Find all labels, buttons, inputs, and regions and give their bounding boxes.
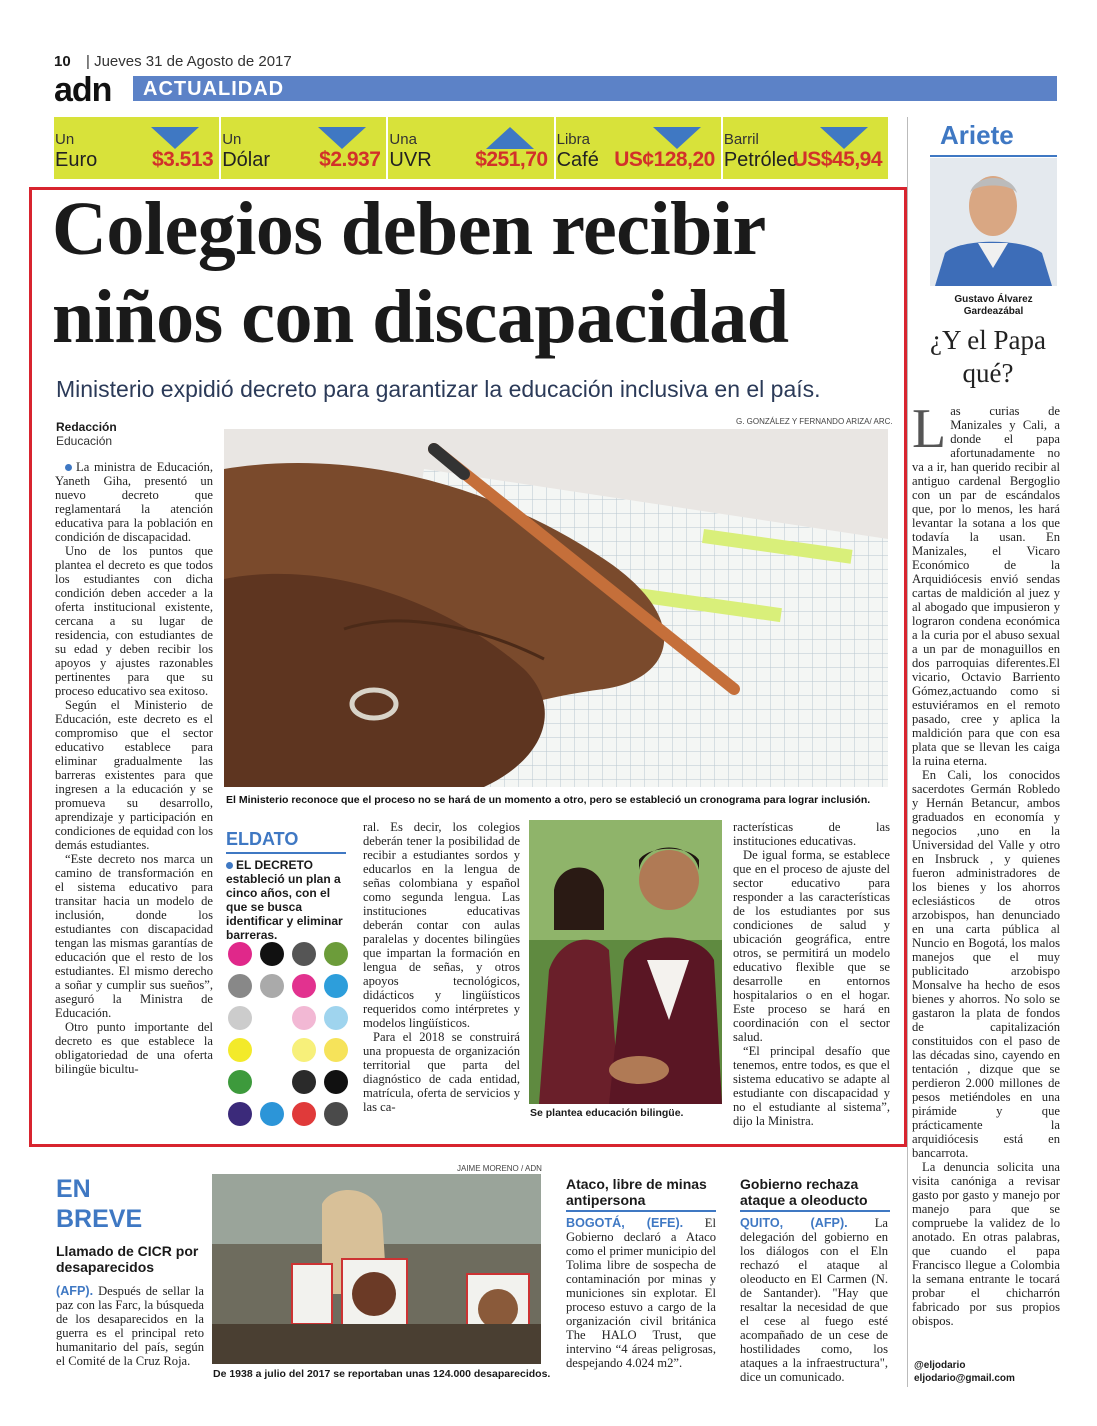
paragraph: La denuncia solicita una visita canóniga a revisar gasto por gasto y manejo por manejo para que se compruebe la validez de lo anotado. En otras palabras, que cuando el papa Francisco llegue a Colombia la semana entrante le tocará probar el chicharrón fabricado por sus propios obispos.: [912, 1160, 1060, 1328]
indicator-label: UVR: [389, 149, 432, 171]
down-arrow-icon: [820, 127, 868, 149]
bullet-icon: [226, 862, 233, 869]
adn-logo: adn: [54, 71, 112, 109]
paragraph: La ministra de Educación, Yaneth Giha, presentó un nuevo decreto que reglamentará la atención educativa para la población en condición de discapacidad.: [55, 460, 213, 544]
ataco-rule: [566, 1210, 716, 1212]
hero-photo-caption: El Ministerio reconoce que el proceso no se hará de un momento a otro, pero se estableció un cronograma para lograr inclusión.: [226, 794, 871, 806]
article-column-3: [363, 820, 520, 1114]
up-arrow-icon: [486, 127, 534, 149]
oleoducto-rule: [740, 1210, 890, 1212]
students-photo-caption: Se plantea educación bilingüe.: [530, 1107, 684, 1119]
photo-credit: G. GONZÁLEZ Y FERNANDO ARIZA/ ARC.: [736, 417, 893, 426]
section-bar: [133, 76, 1057, 101]
paragraph: Para el 2018 se construirá una propuesta de organización territorial que parta del diagnóstico de cada entidad, matrícula, oferta de servicios y las ca-: [363, 1030, 520, 1114]
indicator-value: $3.513: [151, 148, 214, 171]
author-name: Gustavo Álvarez Gardeazábal: [954, 294, 1033, 317]
indicator-euro: [54, 117, 221, 179]
author-portrait: [930, 158, 1057, 286]
students-illustration: [529, 820, 722, 1104]
paragraph: [912, 398, 1060, 768]
article-headline: Colegios deben recibir niños con discapacidad: [52, 187, 789, 359]
first-paragraph-text: as curias de Manizales y Cali, a donde el papa afortunadamente no va a ir, han querido recibir al antiguo cardenal Bergoglio con un par de escándalos que, por lo menos, les hará levantar la sotana a los que todavía la usan. En Manizales, el Vicaro Económico de la Arquidiócesis envió sendas cartas de maldición al juez y al abogado que impusieron y lograron condena económica a la curia por el abuso sexual a un par de monaguillos en dos parroquias diferentes.El vicario, Octavio Barriento Gómez,actuando como si estuviéramos en el remoto pasado, cree y aplica la maldición para que con esa plata que se llevan les caiga la ruina eterna.: [912, 404, 1060, 768]
column-title: ¿Y el Papa qué?: [930, 325, 1046, 388]
cicr-text: Después de sellar la paz con las Farc, la búsqueda de los desaparecidos en la guerra es el principal reto humanitario del país, según el Comité de la Cruz Roja.: [56, 1284, 204, 1368]
sidebar-divider: [907, 117, 908, 1387]
indicator-petroleo: [723, 117, 888, 179]
desaparecidos-photo: [212, 1174, 541, 1364]
ataco-text: El Gobierno declaró a Ataco como el primer municipio del Tolima libre de sospecha de contaminación por minas y municiones sin explotar. El proceso estuvo a cargo de la organización civil británica The HALO Trust, que intervino “4 áreas peligrosas, despejando 4.024 m2”.: [566, 1216, 716, 1370]
indicator-label: Petróleo: [723, 149, 799, 171]
paragraph: Uno de los puntos que plantea el decreto es que todos los estudiantes con dicha condición deben acceder a la oferta institucional existente, cercana a su lugar de residencia, con estudiantes de su edad y deben recibir los apoyos y ajustes razonables pertinentes para que su proceso educativo sea exitoso.: [55, 544, 213, 698]
el-dato-title: ELDATO: [226, 829, 299, 849]
opinion-column: [912, 398, 1060, 1328]
paragraph: racterísticas de las instituciones educativas.: [733, 820, 890, 848]
oleoducto-body: [740, 1216, 888, 1384]
el-dato-text: [226, 858, 348, 942]
dropcap: L: [912, 398, 947, 460]
el-dato-rule: [226, 852, 346, 854]
cicr-tag: (AFP).: [56, 1284, 94, 1298]
ataco-headline: Ataco, libre de minas antipersona: [566, 1176, 707, 1208]
desaparecidos-illustration: [212, 1174, 541, 1364]
page-number: 10: [54, 53, 71, 70]
ataco-tag: BOGOTÁ, (EFE).: [566, 1216, 684, 1230]
indicator-label-top: Una: [389, 131, 417, 148]
bottom-photo-credit: JAIME MORENO / ADN: [457, 1164, 542, 1173]
market-indicators: [54, 117, 888, 179]
en-breve-line1: EN: [56, 1175, 91, 1203]
cicr-body: [56, 1284, 204, 1368]
indicator-dolar: [221, 117, 388, 179]
en-breve-title: [56, 1174, 142, 1234]
oleoducto-headline: Gobierno rechaza ataque a oleoducto: [740, 1176, 868, 1208]
paragraph: “El principal desafío que tenemos, entre todos, es que el sistema educativo se adapte al estudiante con discapacidad y no el estudiante al sistema”, dijo la Ministra.: [733, 1044, 890, 1128]
indicator-value: US¢128,20: [614, 148, 715, 171]
indicator-label: Euro: [55, 149, 98, 171]
indicator-label-top: Un: [55, 131, 75, 148]
page-date: | Jueves 31 de Agosto de 2017: [86, 53, 292, 70]
article-byline-section: Educación: [56, 434, 113, 448]
article-subtitle: Ministerio expidió decreto para garantizar la educación inclusiva en el país.: [56, 376, 821, 402]
indicator-value: $2.937: [319, 148, 381, 171]
indicator-label: Café: [556, 149, 599, 171]
indicator-label-top: Un: [222, 131, 242, 148]
en-breve-line2: BREVE: [56, 1205, 143, 1233]
hands-illustration: [224, 429, 888, 787]
article-column-1: [55, 460, 213, 1076]
paragraph: “Este decreto nos marca un camino de transformación en el sistema educativo para transitar hacia un modelo de inclusión, donde los estudiantes con discapacidad tengan las mismas garantías de educación que el resto de los estudiantes. El mismo derecho a soñar y cumplir sus sueños”, aseguró la Ministra de Educación.: [55, 852, 213, 1020]
indicator-label-top: Libra: [556, 131, 590, 148]
paragraph: Otro punto importante del decreto es que establece la obligatoriedad de una oferta bilingüe bicultu-: [55, 1020, 213, 1076]
ariete-label: Ariete: [940, 120, 1014, 150]
author-email: eljodario@gmail.com: [914, 1373, 1015, 1384]
cicr-headline: Llamado de CICR por desaparecidos: [56, 1243, 199, 1275]
author-photo: [930, 158, 1057, 286]
indicator-uvr: [388, 117, 555, 179]
students-photo: [529, 820, 722, 1104]
paragraph: En Cali, los conocidos sacerdotes Germán Robledo y Hernán Betancur, ambos graduados en economía y negocios ,uno en la Universidad del Valle y otro en Insbruck , y quienes fueron administradores de los bienes y los ahorros eclesiásticos de otros arzobispos, han denunciado en una carta pública al Nuncio en Bogotá, los malos manejos que el muy publicitado arzobispo Monsalve ha hecho de esos bienes y ahorros. No solo se gastaron la plata de fondos de capitalización constituidos con el paso de las décadas sino, cayendo en tentación , dizque que se perdieron 2.000 millones de pesos metiéndoles en una pirámide y que prácticamente la arquidiócesis está en bancarrota.: [912, 768, 1060, 1160]
down-arrow-icon: [151, 127, 199, 149]
el-dato-lead: EL DECRETO: [236, 858, 313, 872]
paragraph: ral. Es decir, los colegios deberán tener la posibilidad de recibir a estudiantes sordos y educarlos en la lengua de señas colombiana y español como segunda lengua. Las instituciones educativas deberán contar con aulas paralelas y docentes bilingües que impartan la formación en lengua de señas, y otros apoyos tecnológicos, didácticos y lingüísticos requeridos como intérpretes y modelos lingüísticos.: [363, 820, 520, 1030]
article-column-5: [733, 820, 890, 1128]
el-dato-body: estableció un plan a cinco años, con el que se busca identificar y eliminar barreras.: [226, 872, 343, 942]
indicator-label: Dólar: [222, 149, 270, 171]
section-label: ACTUALIDAD: [143, 78, 285, 100]
indicator-value: US$45,94: [792, 148, 883, 171]
paragraph: De igual forma, se establece que en el proceso de ajuste del sector educativo para responder a las características de los estudiantes por sus condiciones de salud y ubicación geográfica, entre otros, se permitirá un modelo educativo flexible que se desarrolle en entornos hospitalarios o en el hogar. Este proceso se hará en coordinación con el sector salud.: [733, 848, 890, 1044]
ataco-body: [566, 1216, 716, 1370]
ariete-rule: [930, 155, 1057, 157]
color-calibration-chart: [226, 940, 349, 1130]
oleoducto-tag: QUITO, (AFP).: [740, 1216, 848, 1230]
indicator-cafe: [556, 117, 723, 179]
author-twitter: @eljodario: [914, 1360, 966, 1371]
indicator-label-top: Barril: [723, 131, 759, 148]
down-arrow-icon: [653, 127, 701, 149]
color-swatches: [226, 940, 349, 1130]
indicator-value: $251,70: [475, 148, 548, 171]
hero-photo-hands-writing: [224, 429, 888, 787]
oleoducto-text: La delegación del gobierno en los diálogos con el Eln rechazó el ataque al oleoducto en El Carmen (N. de Santander). "Hay que resaltar la necesidad de que el cese al fuego esté acompañado de un cese de hostilidades como, los ataques a la infraestructura", dice un comunicado.: [740, 1216, 888, 1384]
desaparecidos-photo-caption: De 1938 a julio del 2017 se reportaban unas 124.000 desaparecidos.: [213, 1368, 551, 1380]
down-arrow-icon: [318, 127, 366, 149]
article-byline: Redacción: [56, 420, 117, 434]
paragraph: Según el Ministerio de Educación, este decreto es el compromiso que el sector educativo establece para eliminar gradualmente las barreras existentes para que ingresen a la educación y se promueva su desarrollo, aprendizaje y participación en condiciones de equidad con los demás estudiantes.: [55, 698, 213, 852]
